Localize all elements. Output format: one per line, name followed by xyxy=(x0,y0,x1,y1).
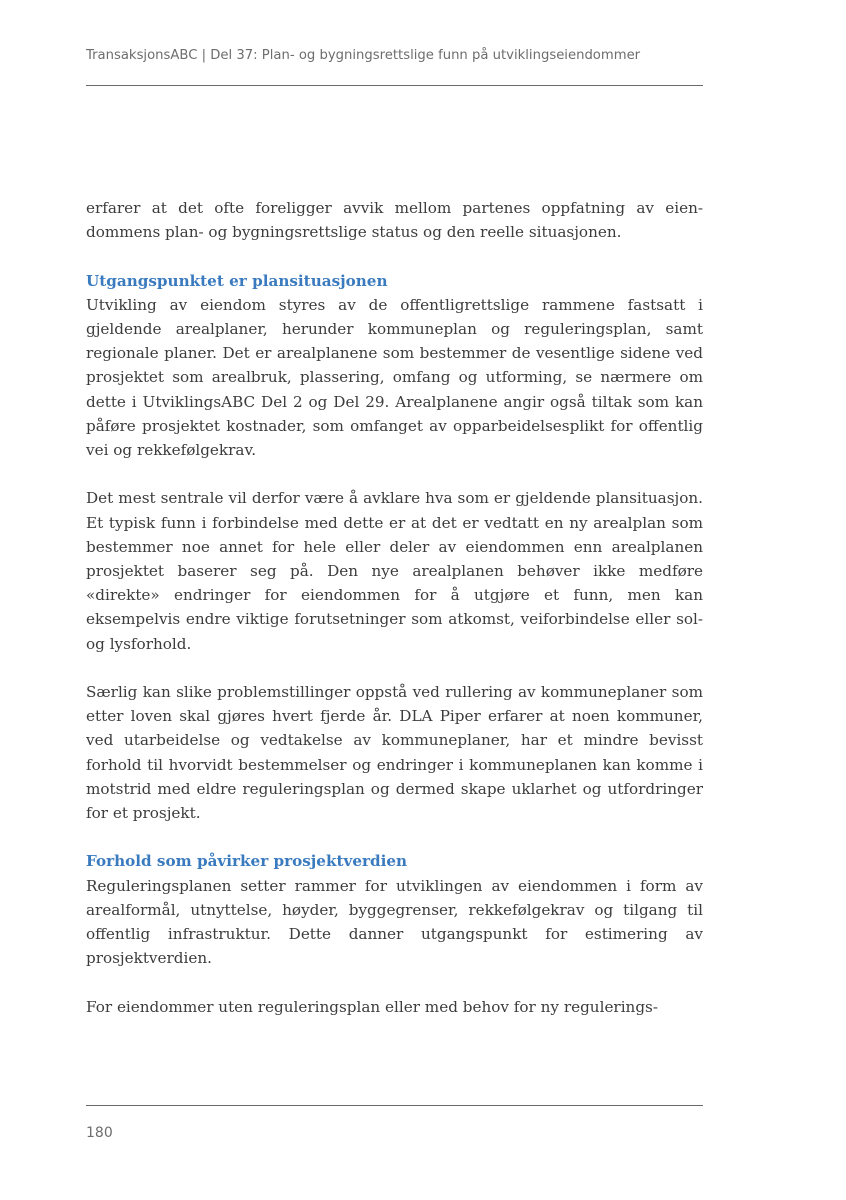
body-paragraph: Det mest sentrale vil derfor være å avklare hva som er gjeldende plansituasjon. Et typisk funn i forbindelse med dette er at det er vedtatt en ny arealplan som bestemmer noe annet for hele eller deler av eiendommen enn arealplanen prosjektet baserer seg på. Den nye arealplanen behøver ikke medføre «direkte» endringer for eiendommen for å utgjøre et funn, men kan eksempelvis endre viktige forutsetninger som atkomst, veiforbindelse eller sol- og lysforhold. xyxy=(86,489,703,653)
intro-paragraph: erfarer at det ofte foreligger avvik mellom partenes oppfatning av eiendommens plan- og bygningsrettslige status og den reelle situasjonen. xyxy=(86,199,703,242)
body-paragraph: Særlig kan slike problemstillinger oppstå ved rullering av kommuneplaner som etter loven skal gjøres hvert fjerde år. DLA Piper erfarer at noen kommuner, ved utarbeidelse og vedtakelse av kommuneplaner, har et mindre bevisst forhold til hvorvidt bestemmelser og endringer i kommuneplanen kan komme i motstrid med eldre reguleringsplan og dermed skape uklarhet og utfordringer for et prosjekt. xyxy=(86,683,703,823)
body-paragraph: Utvikling av eiendom styres av de offentligrettslige rammene fastsatt i gjeldende arealplaner, herunder kommuneplan og reguleringsplan, samt regionale planer. Det er arealplanene som bestemmer de vesentlige sidene ved prosjektet som arealbruk, plassering, omfang og utforming, se nærmere om dette i UtviklingsABC Del 2 og Del 29. Arealplanene angir også tiltak som kan påføre prosjektet kostnader, som omfanget av opparbeidelsesplikt for offentlig vei og rekkefølgekrav. xyxy=(86,295,703,460)
main-body xyxy=(86,196,703,1019)
section-heading-prosjektverdi: Forhold som påvirker prosjektverdien xyxy=(86,852,408,871)
page-number: 180 xyxy=(86,1125,113,1141)
body-paragraph: For eiendommer uten reguleringsplan eller med behov for ny regulerings- xyxy=(86,997,658,1016)
footer-divider xyxy=(86,1105,703,1106)
section-heading-plansituasjon: Utgangspunktet er plansituasjonen xyxy=(86,271,388,290)
running-header: TransaksjonsABC | Del 37: Plan- og bygningsrettslige funn på utviklingseiendommer xyxy=(86,48,641,63)
header-divider xyxy=(86,85,703,86)
body-paragraph: Reguleringsplanen setter rammer for utviklingen av eiendommen i form av arealformål, utnyttelse, høyder, byggegrenser, rekkefølgekrav og tilgang til offentlig infrastruktur. Dette danner utgangspunkt for estimering av prosjektverdien. xyxy=(86,876,703,968)
